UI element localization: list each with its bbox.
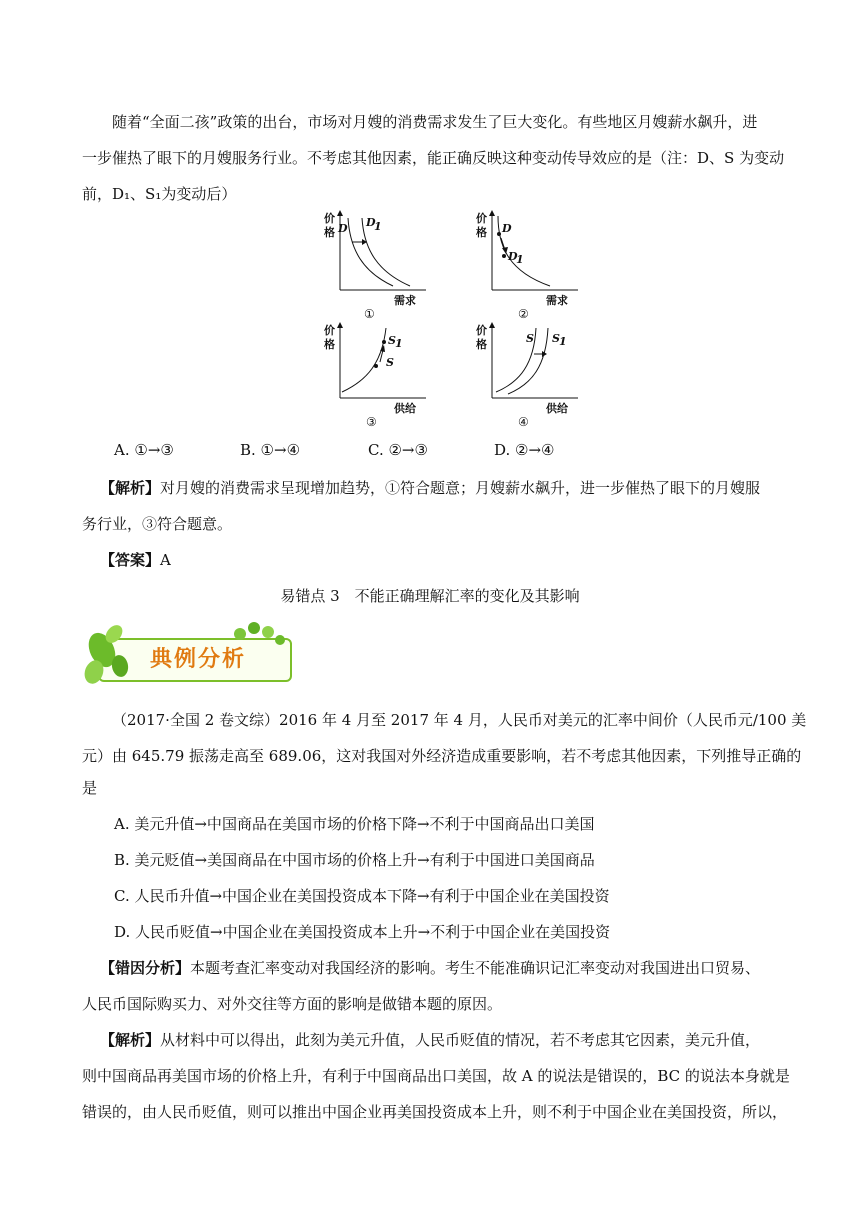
analysis-2-tag: 【解析】 (100, 1031, 161, 1049)
analysis-2-line-1 (100, 1028, 800, 1052)
price-label-top: 价 (324, 324, 335, 337)
demand-axis-label: 需求 (546, 294, 568, 307)
price-label-bottom: 格 (324, 338, 335, 351)
curve-s-label: S (526, 332, 534, 345)
option-d: D. ②→④ (494, 441, 555, 459)
analysis-1-line-2: 务行业，③符合题意。 (82, 515, 233, 533)
banner-text: 典例分析 (150, 647, 247, 672)
curve-s-label: S (386, 356, 394, 369)
answer-tag: 【答案】 (100, 551, 161, 569)
error-analysis-line-2: 人民币国际购买力、对外交往等方面的影响是做错本题的原因。 (82, 995, 503, 1013)
graph-3-number: ③ (366, 415, 377, 429)
error-analysis-line-1 (100, 956, 800, 980)
supply-axis-label: 供给 (546, 402, 568, 415)
question-line-3: 是 (82, 779, 98, 797)
analysis-1-text: 对月嫂的消费需求呈现增加趋势，①符合题意；月嫂薪水飙升，进一步催热了眼下的月嫂服 (160, 479, 761, 497)
intro-line-3: 前，D₁、S₁为变动后） (82, 185, 237, 203)
curve-s1-sub: 1 (559, 335, 567, 348)
curve-d1-sub: 1 (516, 253, 524, 266)
curve-d-label: D (502, 222, 512, 235)
curve-d1-sub: 1 (374, 220, 382, 233)
curve-s1-label: S (388, 334, 396, 347)
curve-d1-label: D (508, 250, 518, 263)
graph-2-demand-movement (470, 210, 580, 319)
curve-s1-label: S (552, 332, 560, 345)
price-label-top: 价 (324, 212, 335, 225)
price-label-bottom: 格 (476, 338, 487, 351)
intro-line-1: 随着“全面二孩”政策的出台，市场对月嫂的消费需求发生了巨大变化。有些地区月嫂薪水飙升，进 (112, 113, 758, 131)
option-a: A. ①→③ (114, 441, 174, 459)
graph-1-demand-shift (318, 210, 428, 319)
supply-axis-label: 供给 (394, 402, 416, 415)
option-b: B. ①→④ (240, 441, 301, 459)
error-analysis-text: 本题考查汇率变动对我国经济的影响。考生不能准确识记汇率变动对我国进出口贸易、 (190, 959, 761, 977)
error-analysis-tag: 【错因分析】 (100, 959, 191, 977)
price-label-bottom: 格 (324, 226, 335, 239)
question-line-1: （2017·全国 2 卷文综）2016 年 4 月至 2017 年 4 月，人民币对美元的汇率中间价（人民币元/100 美 (112, 711, 807, 729)
demand-axis-label: 需求 (394, 294, 416, 307)
graph-1-number: ① (364, 307, 375, 321)
curve-s1-sub: 1 (395, 337, 403, 350)
example-analysis-banner (80, 620, 290, 686)
analysis-2-text: 从材料中可以得出，此刻为美元升值，人民币贬值的情况，若不考虑其它因素，美元升值， (160, 1031, 761, 1049)
price-label-bottom: 格 (476, 226, 487, 239)
price-label-top: 价 (476, 324, 487, 337)
choice-a: A. 美元升值→中国商品在美国市场的价格下降→不利于中国商品出口美国 (114, 815, 595, 833)
graph-2-number: ② (518, 307, 529, 321)
answer-value: A (160, 551, 171, 569)
choice-b: B. 美元贬值→美国商品在中国市场的价格上升→有利于中国进口美国商品 (114, 851, 595, 869)
price-label-top: 价 (476, 212, 487, 225)
answer (100, 548, 800, 572)
analysis-2-line-2: 则中国商品再美国市场的价格上升，有利于中国商品出口美国，故 A 的说法是错误的，BC 的说法本身就是 (82, 1067, 790, 1085)
curve-d-label: D (338, 222, 348, 235)
analysis-2-line-3: 错误的，由人民币贬值，则可以推出中国企业再美国投资成本上升，则不利于中国企业在美国投资，所以， (82, 1103, 788, 1121)
choice-c: C. 人民币升值→中国企业在美国投资成本下降→有利于中国企业在美国投资 (114, 887, 610, 905)
graph-3-supply-movement (318, 320, 428, 429)
section-title: 易错点 3 不能正确理解汇率的变化及其影响 (280, 587, 580, 605)
option-c: C. ②→③ (368, 441, 428, 459)
analysis-1-line-1 (100, 476, 800, 500)
intro-line-2: 一步催热了眼下的月嫂服务行业。不考虑其他因素，能正确反映这种变动传导效应的是（注：D、S 为变动 (82, 149, 785, 167)
choice-d: D. 人民币贬值→中国企业在美国投资成本上升→不利于中国企业在美国投资 (114, 923, 611, 941)
analysis-tag: 【解析】 (100, 479, 161, 497)
curve-d1-label: D (366, 216, 376, 229)
question-line-2: 元）由 645.79 振荡走高至 689.06，这对我国对外经济造成重要影响，若不考虑其他因素，下列推导正确的 (82, 747, 802, 765)
graph-4-supply-shift (470, 320, 580, 429)
graph-4-number: ④ (518, 415, 529, 429)
